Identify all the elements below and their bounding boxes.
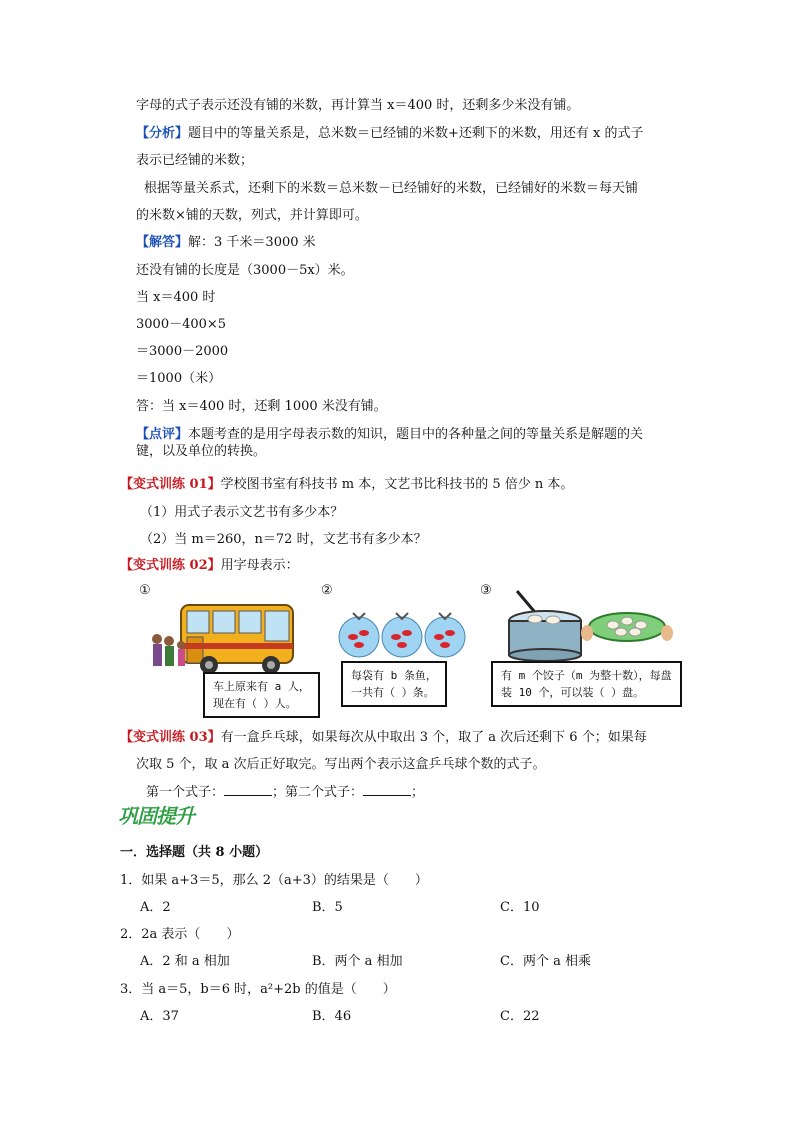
comment-line-1: 【点评】本题考查的是用字母表示数的知识，题目中的各种量之间的等量关系是解题的关 bbox=[136, 427, 644, 442]
section-title: 巩固提升 bbox=[118, 804, 194, 828]
ex3-tag: 【变式训练 03】 bbox=[120, 730, 221, 745]
bus-illustration bbox=[147, 593, 297, 683]
fish-bags-illustration bbox=[337, 603, 467, 663]
analysis-line-3: 根据等量关系式，还剩下的米数＝总米数－已经铺好的米数，已经铺好的米数＝每天铺 bbox=[144, 181, 639, 196]
answer-line-4: 3000－400×5 bbox=[136, 317, 227, 332]
answer-line-3: 当 x＝400 时 bbox=[136, 290, 216, 305]
ex3-fill-line: 第一个式子： ；第二个式子： ； bbox=[146, 785, 425, 800]
ex1-q1: （1）用式子表示文艺书有多少本？ bbox=[140, 505, 344, 520]
comment-line-2: 键，以及单位的转换。 bbox=[136, 444, 267, 459]
dumplings-illustration bbox=[501, 587, 681, 663]
q3-option-a[interactable]: A．37 bbox=[140, 1009, 179, 1024]
answer-line-7: 答：当 x＝400 时，还剩 1000 米没有铺。 bbox=[136, 399, 387, 414]
q2-option-a[interactable]: A．2 和 a 相加 bbox=[140, 954, 230, 969]
ex3-line-2: 次取 5 个，取 a 次后正好取完。写出两个表示这盒乒乓球个数的式子。 bbox=[136, 757, 546, 772]
analysis-line-4: 的米数×铺的天数，列式，并计算即可。 bbox=[136, 208, 368, 223]
analysis-tag: 【分析】 bbox=[136, 126, 189, 141]
q2-stem: 2．2a 表示（ ） bbox=[120, 927, 240, 942]
ex3-blank-1[interactable] bbox=[224, 783, 272, 796]
intro-line: 字母的式子表示还没有铺的米数，再计算当 x＝400 时，还剩多少米没有铺。 bbox=[136, 98, 580, 113]
answer-line-6: ＝1000（米） bbox=[136, 371, 222, 386]
comment-tag: 【点评】 bbox=[136, 427, 189, 442]
ex1-stem: 【变式训练 01】学校图书室有科技书 m 本，文艺书比科技书的 5 倍少 n 本。 bbox=[120, 477, 574, 492]
answer-line-2: 还没有铺的长度是（3000－5x）米。 bbox=[136, 263, 354, 278]
ex3-line-1: 【变式训练 03】有一盒乒乓球，如果每次从中取出 3 个，取了 a 次后还剩下 6 个；如果每 bbox=[120, 730, 647, 745]
analysis-line-2: 表示已经铺的米数； bbox=[136, 153, 254, 168]
pic2-number: ② bbox=[321, 583, 333, 598]
ex2-tag: 【变式训练 02】 bbox=[120, 558, 221, 573]
q1-option-b[interactable]: B．5 bbox=[312, 900, 343, 915]
ex2-illustrations bbox=[133, 583, 689, 718]
pic1-number: ① bbox=[139, 583, 151, 598]
q2-option-b[interactable]: B．两个 a 相加 bbox=[312, 954, 403, 969]
answer-tag: 【解答】 bbox=[136, 235, 189, 250]
q2-option-c[interactable]: C．两个 a 相乘 bbox=[500, 954, 591, 969]
ex3-blank-2[interactable] bbox=[363, 783, 411, 796]
pic1-caption: 车上原来有 a 人， 现在有（ ）人。 bbox=[203, 672, 320, 718]
q1-option-c[interactable]: C．10 bbox=[500, 900, 540, 915]
q1-option-a[interactable]: A．2 bbox=[140, 900, 171, 915]
q3-option-b[interactable]: B．46 bbox=[312, 1009, 352, 1024]
ex2-stem: 【变式训练 02】用字母表示： bbox=[120, 558, 299, 573]
ex1-q2: （2）当 m＝260，n＝72 时，文艺书有多少本？ bbox=[140, 532, 427, 547]
analysis-line-1: 【分析】题目中的等量关系是，总米数＝已经铺的米数+还剩下的米数，用还有 x 的式子 bbox=[136, 126, 644, 141]
ex1-tag: 【变式训练 01】 bbox=[120, 477, 221, 492]
pic3-number: ③ bbox=[480, 583, 492, 598]
answer-line-5: ＝3000－2000 bbox=[136, 344, 229, 359]
pic2-caption: 每袋有 b 条鱼， 一共有（ ）条。 bbox=[341, 661, 447, 707]
answer-line-1: 【解答】解：3 千米＝3000 米 bbox=[136, 235, 316, 250]
pic3-caption: 有 m 个饺子（m 为整十数），每盘 装 10 个，可以装（ ）盘。 bbox=[491, 661, 682, 707]
mc-heading: 一．选择题（共 8 小题） bbox=[120, 845, 269, 860]
q3-stem: 3．当 a＝5，b＝6 时，a²+2b 的值是（ ） bbox=[120, 982, 396, 997]
q1-stem: 1．如果 a+3＝5，那么 2（a+3）的结果是（ ） bbox=[120, 873, 428, 888]
q3-option-c[interactable]: C．22 bbox=[500, 1009, 540, 1024]
